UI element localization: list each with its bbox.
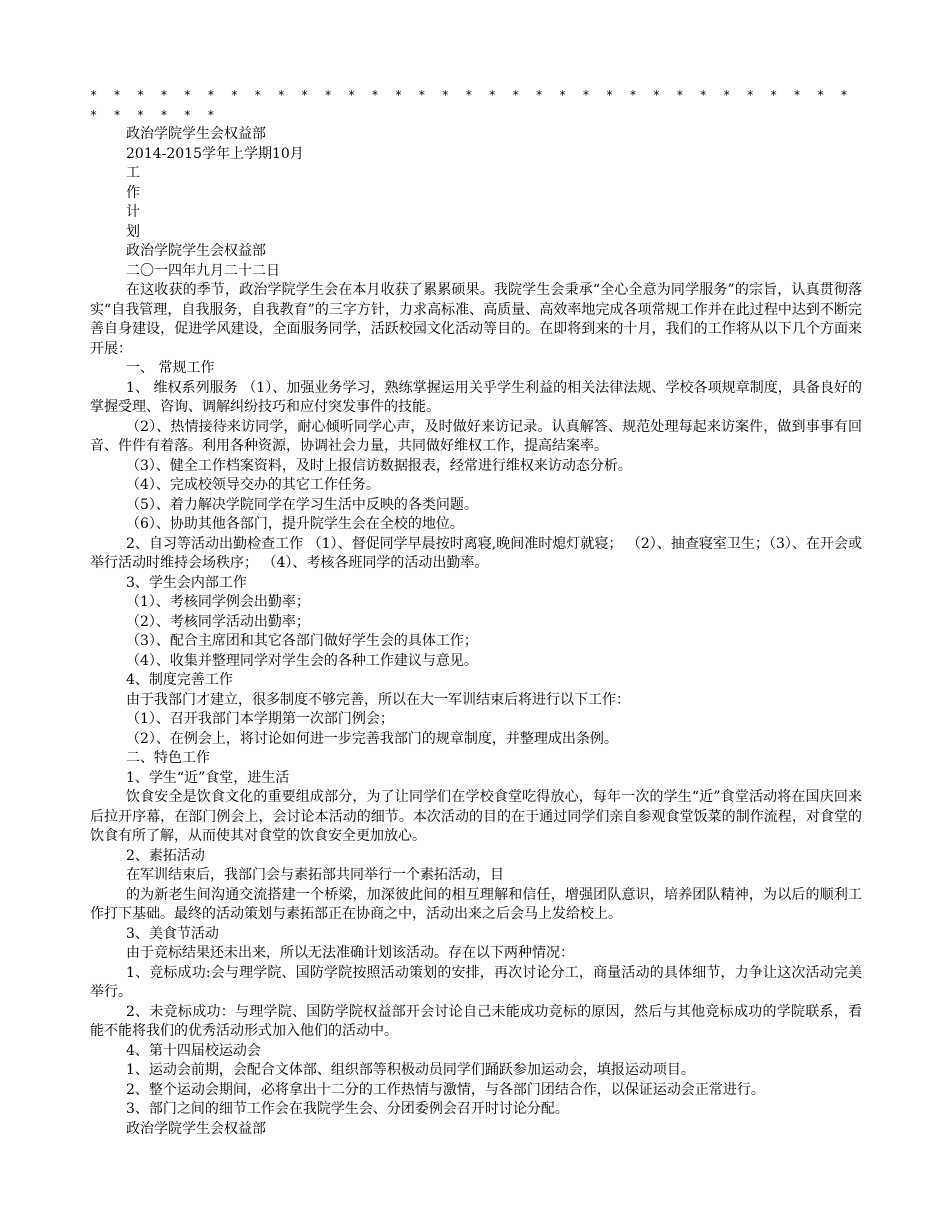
list-item: 1、运动会前期，会配合文体部、组织部等积极动员同学们踊跃参加运动会，填报运动项目。 [126, 1062, 695, 1078]
title-char-2: 作 [126, 184, 140, 201]
paragraph: 2、自习等活动出勤检查工作 （1）、督促同学早晨按时离寝,晚间准时熄灯就寝； （2）、抽查寝室卫生；（3）、在开会或举行活动时维持会场秩序； （4）、考核各班同学的活动出勤率。 [90, 535, 862, 571]
org-name-2: 政治学院学生会权益部 [126, 243, 266, 259]
paragraph: 由于竞标结果还未出来，所以无法准确计划该活动。存在以下两种情况： [126, 945, 574, 961]
list-item: （4）、收集并整理同学对学生会的各种工作建议与意见。 [126, 652, 478, 669]
section-heading: 一、 常规工作 [126, 360, 215, 376]
list-item: （6）、协助其他各部门，提升院学生会在全校的地位。 [126, 516, 464, 532]
document-page [90, 86, 862, 1139]
paragraph: （2）、热情接待来访同学，耐心倾听同学心声，及时做好来访记录。认真解答、规范处理每起来访案件，做到事事有回音、件件有着落。利用各种资源，协调社会力量，共同做好维权工作，提高结案率。 [90, 418, 862, 454]
list-item: 3、部门之间的细节工作会在我院学生会、分团委例会召开时讨论分配。 [126, 1101, 569, 1117]
paragraph: 在军训结束后，我部门会与素拓部共同举行一个素拓活动，目 [126, 867, 504, 883]
list-item: （2）、考核同学活动出勤率； [126, 613, 310, 630]
paragraph: 的为新老生间沟通交流搭建一个桥梁，加深彼此间的相互理解和信任，增强团队意识，培养团队精神，为以后的顺利工作打下基础。最终的活动策划与素拓部正在协商之中，活动出来之后会马上发给校上。 [90, 886, 862, 922]
subsection-heading: 3、学生会内部工作 [126, 574, 247, 591]
title-char-1: 工 [126, 165, 140, 181]
title-char-4: 划 [126, 223, 140, 240]
list-item: 2、整个运动会期间，必将拿出十二分的工作热情与激情，与各部门团结合作，以保证运动会正常进行。 [126, 1081, 765, 1098]
paragraph: 1、竞标成功:会与理学院、国防学院按照活动策划的安排，再次讨论分工，商量活动的具体细节，力争让这次活动完美举行。 [90, 964, 862, 1000]
paragraph: 1、 维权系列服务 （1）、加强业务学习，熟练掌握运用关乎学生利益的相关法律法规、学校各项规章制度，具备良好的掌握受理、咨询、调解纠纷技巧和应付突发事件的技能。 [90, 379, 862, 415]
list-item: （2）、在例会上，将讨论如何进一步完善我部门的规章制度，并整理成出条例。 [126, 730, 618, 747]
list-item: （5）、着力解决学院同学在学习生活中反映的各类问题。 [126, 496, 478, 513]
list-item: （1）、召开我部门本学期第一次部门例会； [126, 711, 394, 727]
list-item: （1）、考核同学例会出勤率； [126, 594, 310, 610]
subsection-heading: 4、制度完善工作 [126, 672, 233, 688]
term-line: 2014-2015学年上学期10月 [126, 145, 304, 162]
paragraph: 2、未竞标成功：与理学院、国防学院权益部开会讨论自己未能成功竞标的原因，然后与其他竞标成功的学院联系，看能不能将我们的优秀活动形式加入他们的活动中。 [90, 1003, 862, 1039]
list-item: （3）、健全工作档案资料，及时上报信访数据报表，经常进行维权来访动态分析。 [126, 457, 632, 474]
list-item: （3）、配合主席团和其它各部门做好学生会的具体工作； [126, 633, 478, 649]
org-name: 政治学院学生会权益部 [126, 126, 266, 142]
section-heading: 二、特色工作 [126, 750, 210, 766]
date-line: 二〇一四年九月二十二日 [126, 262, 280, 279]
subsection-heading: 3、美食节活动 [126, 925, 219, 942]
signature-org: 政治学院学生会权益部 [126, 1120, 266, 1137]
list-item: （4）、完成校领导交办的其它工作任务。 [126, 477, 380, 493]
paragraph: 由于我部门才建立，很多制度不够完善，所以在大一军训结束后将进行以下工作： [126, 691, 630, 708]
subsection-heading: 4、第十四届校运动会 [126, 1042, 261, 1059]
title-char-3: 计 [126, 204, 140, 220]
subsection-heading: 1、学生“近”食堂，进生活 [126, 769, 290, 786]
separator-stars: * * * * * * * * * * * * * * * * * * * * * * * * * * * * * * * * * * * * * * * [90, 88, 853, 122]
subsection-heading: 2、素拓活动 [126, 847, 205, 864]
paragraph: 饮食安全是饮食文化的重要组成部分，为了让同学们在学校食堂吃得放心，每年一次的学生“近”食堂活动将在国庆回来后拉开序幕，在部门例会上，会讨论本活动的细节。本次活动的目的在于通过同学们亲自参观食堂饭菜的制作流程，对食堂的饮食有所了解，从而使其对食堂的饮食安全更加放心。 [90, 789, 862, 844]
intro-paragraph: 在这收获的季节，政治学院学生会在本月收获了累累硕果。我院学生会秉承“全心全意为同学服务”的宗旨，认真贯彻落实“自我管理，自我服务，自我教育”的三字方针，力求高标准、高质量、高效率地完成各项常规工作并在此过程中达到不断完善自身建设，促进学风建设，全面服务同学，活跃校园文化活动等目的。在即将到来的十月，我们的工作将从以下几个方面来开展： [90, 282, 862, 357]
